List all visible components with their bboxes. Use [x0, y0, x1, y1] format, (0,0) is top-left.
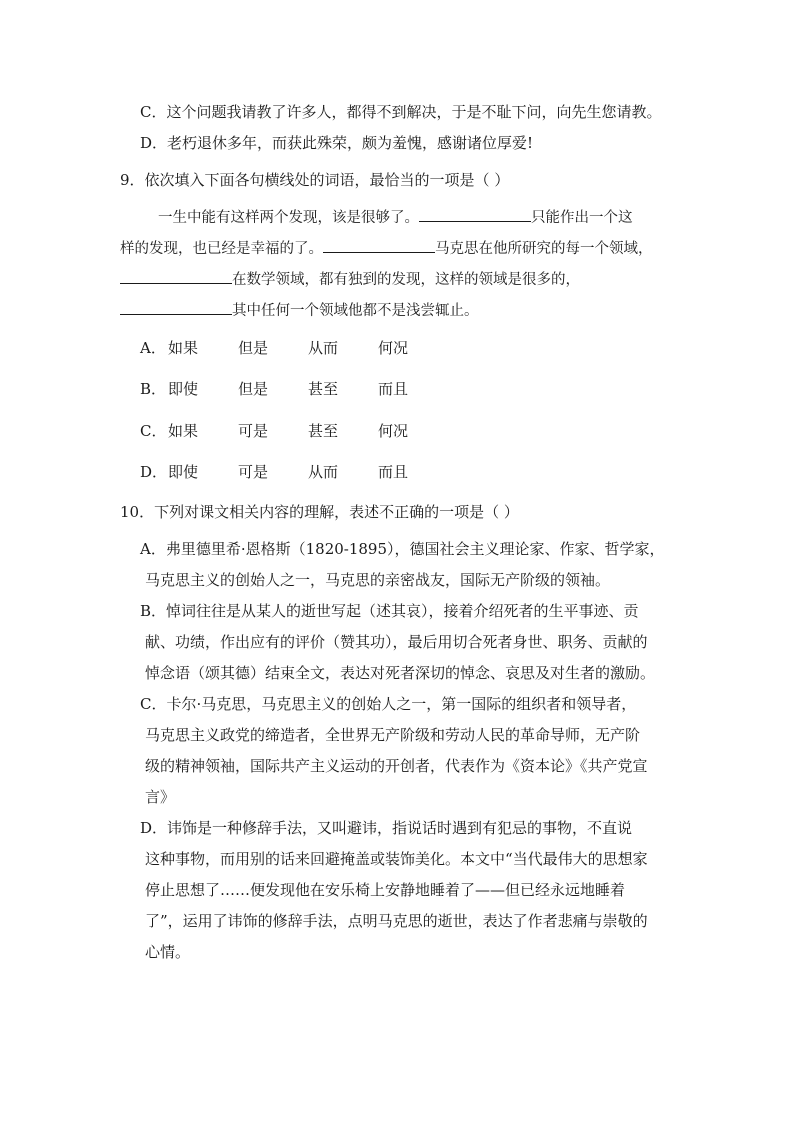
- answer-blank-1: [419, 207, 531, 222]
- q10-stem: 10．下列对课文相关内容的理解，表述不正确的一项是（ ）: [120, 503, 519, 521]
- q9-stem: 9．依次填入下面各句横线处的词语，最恰当的一项是（ ）: [120, 171, 510, 189]
- answer-blank-4: [120, 300, 232, 315]
- choice-word: 可是: [238, 422, 269, 440]
- q10-option-d-line-1: D．讳饰是一种修辞手法，又叫避讳，指说话时遇到有犯忌的事物，不直说: [140, 819, 633, 837]
- passage-text: 马克思在他所研究的每一个领域，: [435, 241, 653, 257]
- q10-option-c-line-3: 级的精神领袖，国际共产主义运动的开创者，代表作为《资本论》《共产党宣: [145, 757, 648, 775]
- q10-option-d-line-2: 这种事物，而用别的话来回避掩盖或装饰美化。本文中“当代最伟大的思想家: [145, 850, 648, 868]
- choice-letter: D．: [140, 463, 168, 481]
- choice-word: 如果: [168, 422, 199, 440]
- q10-option-c-line-4: 言》: [145, 788, 176, 806]
- q10-option-d-line-4: 了”，运用了讳饰的修辞手法，点明马克思的逝世，表达了作者悲痛与崇敬的: [145, 912, 648, 930]
- passage-text: 其中任何一个领域他都不是浅尝辄止。: [232, 303, 479, 319]
- choice-word: 可是: [238, 463, 269, 481]
- choice-word: 何况: [378, 339, 409, 357]
- choice-letter: A．: [140, 339, 166, 357]
- q9-choice-a: [140, 337, 448, 358]
- q9-passage-line-3: [120, 269, 580, 290]
- passage-text: 一生中能有这样两个发现，该是很够了。: [158, 210, 419, 226]
- choice-word: 从而: [308, 463, 339, 481]
- choice-letter: B．: [140, 380, 167, 398]
- q9-choice-d: [140, 461, 448, 482]
- q10-option-c-line-1: C．卡尔·马克思，马克思主义的创始人之一，第一国际的组织者和领导者，: [140, 695, 637, 713]
- choice-word: 即使: [168, 463, 199, 481]
- choice-word: 但是: [238, 339, 269, 357]
- answer-blank-3: [120, 269, 232, 284]
- choice-word: 从而: [308, 339, 339, 357]
- passage-text: 样的发现，也已经是幸福的了。: [120, 241, 323, 257]
- q9-passage-line-2: [120, 238, 653, 259]
- q10-option-b-line-1: B．悼词往往是从某人的逝世写起（述其哀），接着介绍死者的生平事迹、贡: [140, 602, 639, 620]
- q10-option-d-line-5: 心情。: [145, 943, 191, 961]
- q9-choice-c: [140, 420, 448, 441]
- choice-word: 何况: [378, 422, 409, 440]
- choice-word: 即使: [168, 380, 199, 398]
- choice-word: 甚至: [308, 422, 339, 440]
- q9-passage-line-1: [158, 207, 633, 228]
- choice-word: 但是: [238, 380, 269, 398]
- choice-word: 如果: [168, 339, 199, 357]
- passage-text: 在数学领域，都有独到的发现，这样的领域是很多的，: [232, 272, 580, 288]
- q10-option-d-line-3: 停止思想了……便发现他在安乐椅上安静地睡着了——但已经永远地睡着: [145, 881, 626, 899]
- q8-option-d: D．老朽退休多年，而获此殊荣，颇为羞愧，感谢诸位厚爱!: [140, 134, 534, 152]
- answer-blank-2: [323, 238, 435, 253]
- choice-word: 而且: [378, 463, 409, 481]
- choice-word: 甚至: [308, 380, 339, 398]
- q10-option-c-line-2: 马克思主义政党的缔造者，全世界无产阶级和劳动人民的革命导师，无产阶: [145, 726, 641, 744]
- q8-option-c: C．这个问题我请教了许多人，都得不到解决，于是不耻下问，向先生您请教。: [140, 103, 662, 121]
- q10-option-b-line-2: 献、功绩，作出应有的评价（赞其功），最后用切合死者身世、职务、贡献的: [145, 633, 648, 651]
- passage-text: 只能作出一个这: [531, 210, 633, 226]
- q10-option-a-line-1: A．弗里德里希·恩格斯（1820-1895），德国社会主义理论家、作家、哲学家，: [140, 540, 665, 558]
- choice-letter: C．: [140, 422, 167, 440]
- q9-passage-line-4: [120, 300, 479, 321]
- choice-word: 而且: [378, 380, 409, 398]
- q9-choice-b: [140, 378, 448, 399]
- q10-option-b-line-3: 悼念语（颂其德）结束全文，表达对死者深切的悼念、哀思及对生者的激励。: [145, 664, 656, 682]
- q10-option-a-line-2: 马克思主义的创始人之一，马克思的亲密战友，国际无产阶级的领袖。: [145, 571, 611, 589]
